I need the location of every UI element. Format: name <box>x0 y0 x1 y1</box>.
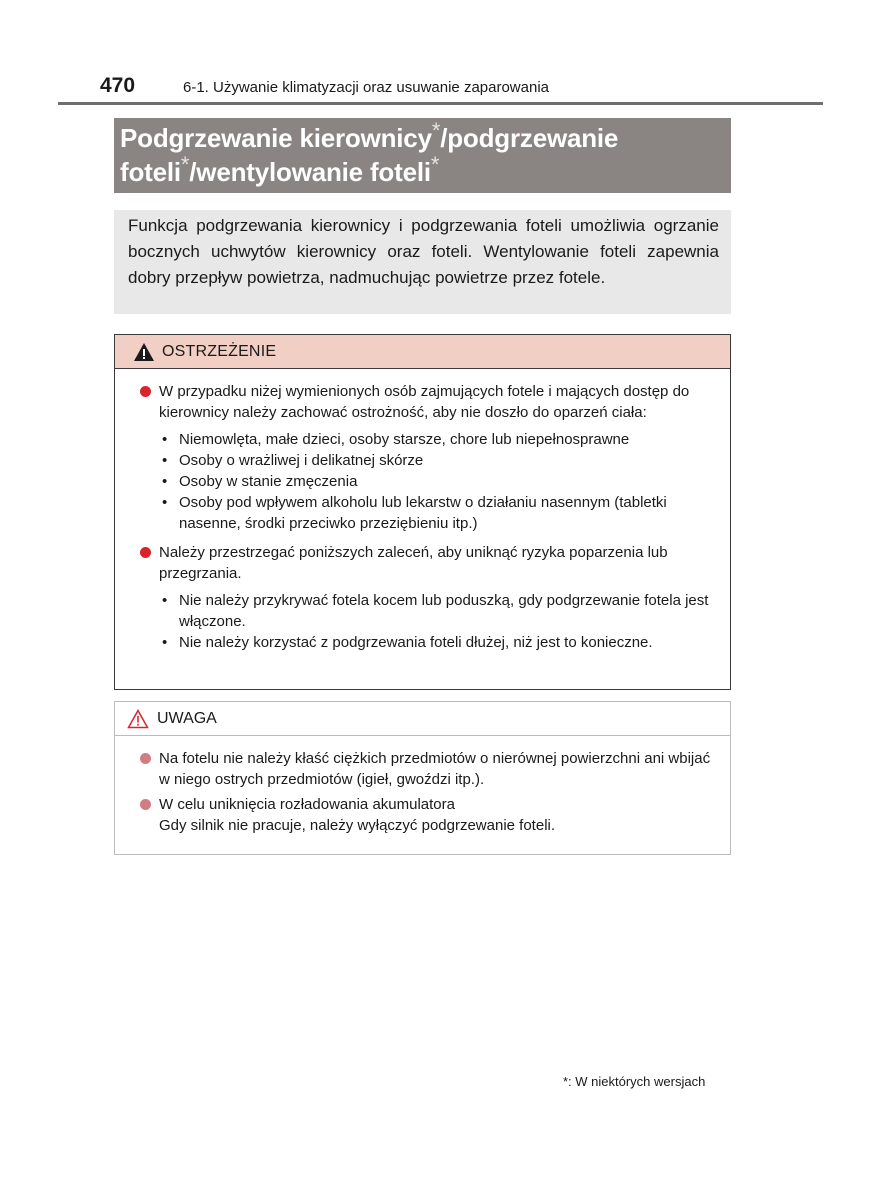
warning-subitem: • Osoby o wrażliwej i delikatnej skórze <box>162 452 424 469</box>
asterisk-mark: * <box>431 118 441 143</box>
caution-item: Na fotelu nie należy kłaść ciężkich przedmiotów o nierównej powierzchni ani wbijać w niego ostrych przedmiotów (igieł, gwoździ itp.). <box>139 748 716 790</box>
caution-list <box>115 736 730 836</box>
intro-text: Funkcja podgrzewania kierownicy i podgrzewania foteli umożliwia ogrzanie bocznych uchwytów kierownicy oraz foteli. Wentylowanie foteli zapewnia dobry przepływ powietrza, nadmuchując powietrze przez fotele. <box>128 216 719 287</box>
caution-title: UWAGA <box>157 710 217 727</box>
footnote: *: W niektórych wersjach <box>563 1074 706 1089</box>
red-bullet-icon <box>140 386 151 397</box>
caution-header <box>115 702 730 736</box>
warning-list <box>115 369 730 653</box>
warning-item: Należy przestrzegać poniższych zaleceń, aby uniknąć ryzyka poparzenia lub przegrzania. <box>139 542 716 584</box>
warning-sublist <box>139 429 716 534</box>
warning-item: W przypadku niżej wymienionych osób zajmujących fotele i mających dostęp do kierownicy należy zachować ostrożność, aby nie doszło do oparzeń ciała: <box>139 381 716 423</box>
asterisk-mark: * <box>430 152 440 177</box>
warning-subitem: • Niemowlęta, małe dzieci, osoby starsze, chore lub niepełnosprawne <box>162 431 630 448</box>
pink-bullet-icon <box>140 799 151 810</box>
warning-title: OSTRZEŻENIE <box>162 343 277 360</box>
intro-box <box>114 210 731 314</box>
warning-subitem: • Osoby pod wpływem alkoholu lub lekarstw o działaniu nasennym (tabletki nasenne, środki przeciwko przeziębieniu itp.) <box>162 494 667 532</box>
asterisk-mark: * <box>180 152 190 177</box>
caution-box <box>114 701 731 855</box>
chapter-title: 6-1. Używanie klimatyzacji oraz usuwanie zaparowania <box>183 79 549 96</box>
caution-triangle-icon <box>127 709 149 729</box>
page-number: 470 <box>100 74 136 97</box>
warning-header <box>115 335 730 369</box>
section-title-box <box>114 118 731 193</box>
warning-triangle-icon <box>133 342 155 362</box>
warning-subitem: • Osoby w stanie zmęczenia <box>162 473 358 490</box>
pink-bullet-icon <box>140 753 151 764</box>
section-title: Podgrzewanie kierownicy*/podgrzewanie foteli*/wentylowanie foteli* <box>120 118 619 187</box>
header-divider <box>58 102 823 105</box>
red-bullet-icon <box>140 547 151 558</box>
caution-item: W celu uniknięcia rozładowania akumulatora Gdy silnik nie pracuje, należy wyłączyć podgrzewanie foteli. <box>139 794 716 836</box>
page-header <box>58 74 823 104</box>
warning-subitem: • Nie należy przykrywać fotela kocem lub poduszką, gdy podgrzewanie fotela jest włączone. <box>162 592 709 630</box>
warning-sublist <box>139 590 716 653</box>
warning-subitem: • Nie należy korzystać z podgrzewania foteli dłużej, niż jest to konieczne. <box>162 634 653 651</box>
warning-box <box>114 334 731 690</box>
